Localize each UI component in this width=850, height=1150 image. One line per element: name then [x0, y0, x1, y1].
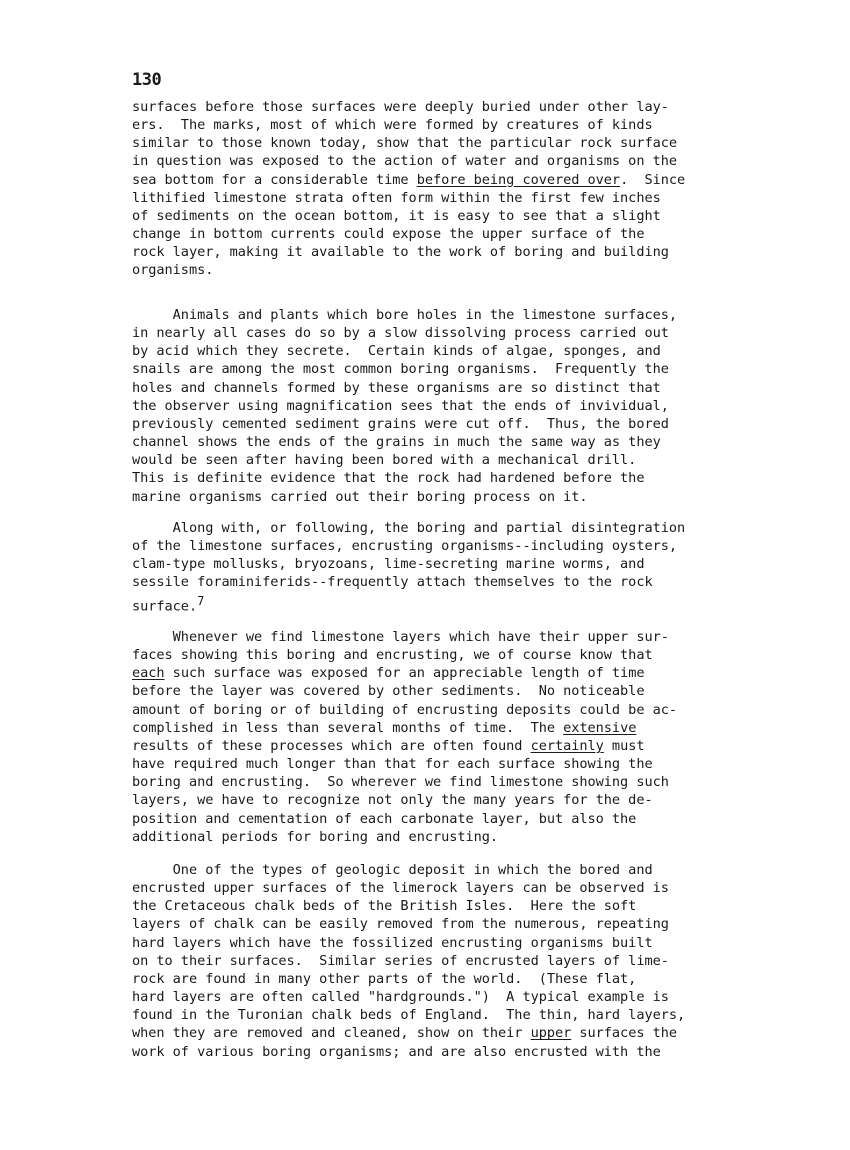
- text-line: amount of boring or of building of encrusting deposits could be ac-: [132, 701, 677, 718]
- text-line: marine organisms carried out their boring process on it.: [132, 488, 588, 505]
- text-line: ers. The marks, most of which were formed by creatures of kinds: [132, 117, 653, 134]
- underlined-text: before being covered over: [416, 171, 621, 188]
- text-line: change in bottom currents could expose the upper surface of the: [132, 226, 645, 243]
- text-line: complished in less than several months of time. The extensive: [132, 719, 637, 736]
- text-line: lithified limestone strata often form within the first few inches: [132, 189, 661, 206]
- page-number: 130: [132, 70, 162, 90]
- text-line: would be seen after having been bored with a mechanical drill.: [132, 452, 637, 469]
- text-line: snails are among the most common boring organisms. Frequently the: [132, 361, 669, 378]
- text-line: encrusted upper surfaces of the limerock layers can be observed is: [132, 880, 669, 897]
- text-line: Animals and plants which bore holes in the limestone surfaces,: [132, 307, 677, 323]
- text-line: previously cemented sediment grains were cut off. Thus, the bored: [132, 415, 669, 432]
- text-line: of the limestone surfaces, encrusting organisms--including oysters,: [132, 538, 677, 555]
- text-line: additional periods for boring and encrusting.: [132, 828, 499, 845]
- text-line: hard layers which have the fossilized encrusting organisms built: [132, 934, 653, 951]
- text-line: of sediments on the ocean bottom, it is easy to see that a slight: [132, 207, 661, 224]
- text-line: the Cretaceous chalk beds of the British Isles. Here the soft: [132, 898, 637, 915]
- text-line: Whenever we find limestone layers which have their upper sur-: [132, 629, 669, 645]
- text-line: surface.$^7$: [132, 593, 205, 615]
- text-line: clam-type mollusks, bryozoans, lime-secreting marine worms, and: [132, 556, 645, 573]
- text-line: when they are removed and cleaned, show on their upper surfaces the: [132, 1025, 677, 1042]
- text-line: sessile foraminiferids--frequently attach themselves to the rock: [132, 574, 653, 591]
- underlined-text: certainly: [530, 737, 604, 754]
- text-line: similar to those known today, show that the particular rock surface: [132, 135, 677, 152]
- text-line: holes and channels formed by these organisms are so distinct that: [132, 379, 661, 396]
- text-line: layers of chalk can be easily removed from the numerous, repeating: [132, 916, 669, 933]
- text-line: have required much longer than that for each surface showing the: [132, 756, 653, 773]
- text-line: surfaces before those surfaces were deeply buried under other lay-: [132, 99, 669, 115]
- underlined-text: each: [132, 665, 165, 682]
- text-line: channel shows the ends of the grains in much the same way as they: [132, 434, 661, 451]
- text-line: found in the Turonian chalk beds of England. The thin, hard layers,: [132, 1007, 686, 1024]
- text-line: hard layers are often called "hardgrounds.") A typical example is: [132, 989, 669, 1006]
- footnote-marker: 7: [197, 593, 205, 608]
- underlined-text: upper: [530, 1025, 572, 1042]
- text-line: boring and encrusting. So wherever we find limestone showing such: [132, 774, 669, 791]
- text-line: each such surface was exposed for an appreciable length of time: [132, 665, 645, 682]
- text-line: in question was exposed to the action of water and organisms on the: [132, 153, 677, 170]
- underlined-text: extensive: [563, 719, 637, 736]
- text-line: organisms.: [132, 262, 214, 279]
- text-line: rock layer, making it available to the work of boring and building: [132, 244, 669, 261]
- text-line: before the layer was covered by other sediments. No noticeable: [132, 683, 645, 700]
- text-line: in nearly all cases do so by a slow dissolving process carried out: [132, 325, 669, 342]
- text-line: position and cementation of each carbonate layer, but also the: [132, 810, 637, 827]
- text-line: faces showing this boring and encrusting, we of course know that: [132, 647, 653, 664]
- text-line: work of various boring organisms; and are also encrusted with the: [132, 1043, 661, 1060]
- text-line: sea bottom for a considerable time before being covered over. Since: [132, 171, 686, 188]
- text-line: the observer using magnification sees that the ends of invividual,: [132, 397, 669, 414]
- text-line: Along with, or following, the boring and partial disintegration: [132, 520, 686, 536]
- text-line: results of these processes which are often found certainly must: [132, 737, 645, 754]
- text-line: One of the types of geologic deposit in which the bored and: [132, 862, 653, 878]
- text-line: rock are found in many other parts of the world. (These flat,: [132, 970, 637, 987]
- text-line: layers, we have to recognize not only the many years for the de-: [132, 792, 653, 809]
- text-line: by acid which they secrete. Certain kinds of algae, sponges, and: [132, 343, 661, 360]
- text-line: This is definite evidence that the rock had hardened before the: [132, 470, 645, 487]
- text-line: on to their surfaces. Similar series of encrusted layers of lime-: [132, 952, 669, 969]
